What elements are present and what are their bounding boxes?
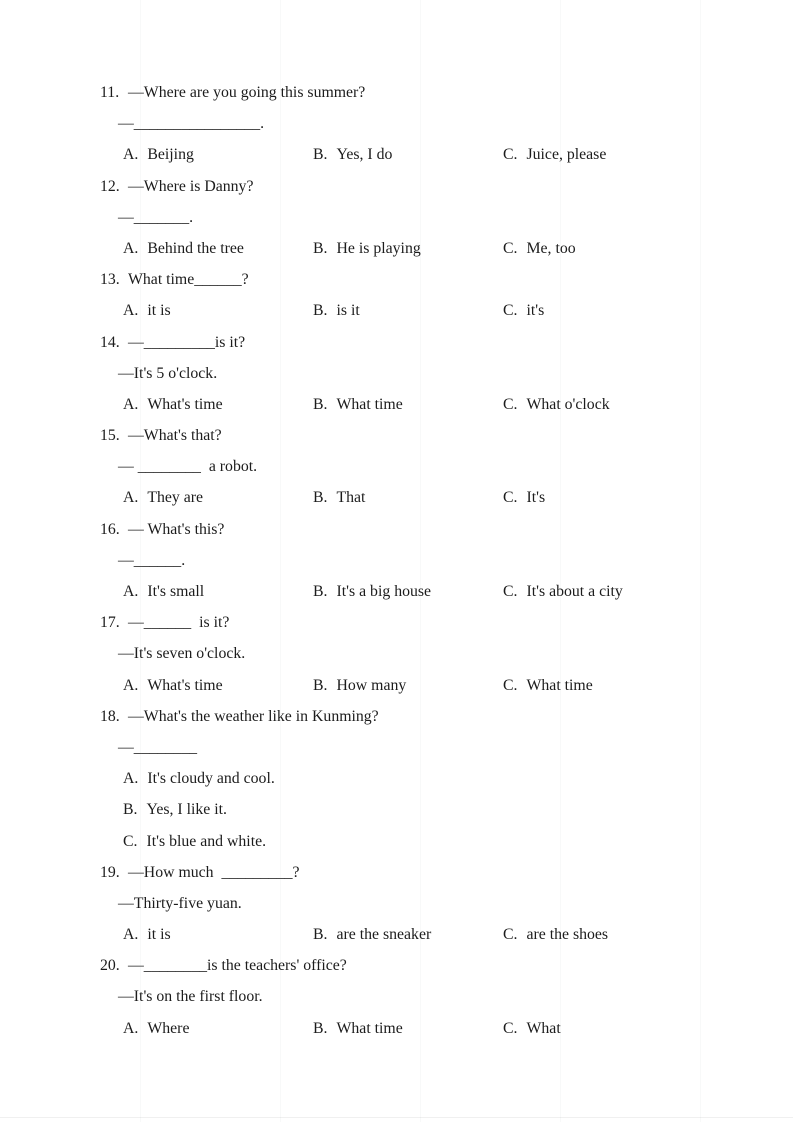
question-number: 12. xyxy=(100,177,120,195)
question-prompt-line xyxy=(0,171,793,202)
option-text: What o'clock xyxy=(526,395,610,413)
question-prompt: —________is the teachers' office? xyxy=(128,957,347,975)
option-text: What time xyxy=(336,1019,403,1037)
answer-blank: —_______. xyxy=(118,208,194,226)
option-item xyxy=(503,576,793,607)
option-item xyxy=(503,389,793,420)
option-text: That xyxy=(336,489,366,507)
option-label: B. xyxy=(313,302,328,320)
option-item xyxy=(503,295,793,326)
answer-blank: —It's seven o'clock. xyxy=(118,645,246,663)
question-item xyxy=(0,514,793,608)
answer-blank: —________________. xyxy=(118,115,265,133)
option-text: Juice, please xyxy=(526,146,607,164)
option-text: is it xyxy=(336,302,360,320)
option-text: What time xyxy=(336,395,403,413)
question-prompt: —Where is Danny? xyxy=(128,177,254,195)
option-item xyxy=(123,295,313,326)
question-item xyxy=(0,327,793,421)
question-prompt-line xyxy=(0,264,793,295)
option-item xyxy=(503,482,793,513)
option-label: A. xyxy=(123,239,139,257)
option-label: B. xyxy=(313,583,328,600)
answer-reply-line xyxy=(0,888,793,919)
option-label: A. xyxy=(123,583,139,600)
question-prompt: What time______? xyxy=(128,271,249,289)
option-text: Behind the tree xyxy=(147,239,244,257)
option-text: Beijing xyxy=(147,146,194,164)
question-number: 19. xyxy=(100,863,120,881)
option-item xyxy=(123,482,313,513)
option-label: A. xyxy=(123,146,139,164)
options-row xyxy=(0,233,793,264)
option-text: it is xyxy=(147,926,171,944)
option-label: A. xyxy=(123,395,139,413)
option-item xyxy=(123,233,313,264)
option-text: are the shoes xyxy=(526,926,609,944)
option-item xyxy=(0,763,793,794)
option-item xyxy=(123,389,313,420)
question-prompt-line xyxy=(0,607,793,638)
answer-reply-line xyxy=(0,108,793,139)
question-item xyxy=(0,420,793,514)
question-number: 17. xyxy=(100,614,120,632)
question-prompt: —_________is it? xyxy=(128,333,246,351)
option-item xyxy=(313,1013,503,1044)
options-row xyxy=(0,139,793,170)
option-label: C. xyxy=(503,583,518,600)
option-text: They are xyxy=(147,489,204,507)
question-item xyxy=(0,264,793,326)
option-label: C. xyxy=(503,489,518,507)
option-item xyxy=(313,389,503,420)
option-item xyxy=(313,482,503,513)
option-text: Where xyxy=(147,1019,190,1037)
options-row xyxy=(0,670,793,701)
option-text: What time xyxy=(526,676,593,694)
option-item xyxy=(313,295,503,326)
answer-blank: — ________ a robot. xyxy=(118,458,258,476)
question-prompt: —What's the weather like in Kunming? xyxy=(128,707,379,725)
answer-blank: —Thirty-five yuan. xyxy=(118,894,242,912)
page-edge-line xyxy=(0,1117,793,1118)
option-label: C. xyxy=(503,1019,518,1037)
question-prompt-line xyxy=(0,420,793,451)
option-item xyxy=(313,919,503,950)
option-item xyxy=(0,826,793,857)
options-row xyxy=(0,1013,793,1044)
question-item xyxy=(0,77,793,171)
option-label: B. xyxy=(313,926,328,944)
option-item xyxy=(123,1013,313,1044)
option-text: It's a big house xyxy=(336,583,432,600)
option-label: B. xyxy=(313,239,328,257)
answer-blank: —______. xyxy=(118,551,186,569)
option-label: B. xyxy=(313,489,328,507)
option-label: C. xyxy=(503,146,518,164)
answer-reply-line xyxy=(0,638,793,669)
question-prompt: —______ is it? xyxy=(128,614,230,632)
question-number: 13. xyxy=(100,271,120,289)
question-prompt-line xyxy=(0,327,793,358)
question-prompt-line xyxy=(0,857,793,888)
option-label: C. xyxy=(503,239,518,257)
option-text: What xyxy=(526,1019,561,1037)
option-text: What's time xyxy=(147,395,223,413)
options-row xyxy=(0,576,793,607)
option-item xyxy=(313,670,503,701)
option-label: A. xyxy=(123,1019,139,1037)
question-number: 20. xyxy=(100,957,120,975)
option-label: A. xyxy=(123,770,139,788)
option-label: B. xyxy=(313,146,328,164)
option-label: B. xyxy=(123,801,138,819)
answer-reply-line xyxy=(0,202,793,233)
option-label: A. xyxy=(123,926,139,944)
option-item xyxy=(0,794,793,825)
option-item xyxy=(503,139,793,170)
option-item xyxy=(123,576,313,607)
question-prompt: —Where are you going this summer? xyxy=(128,84,366,101)
option-text: It's small xyxy=(147,583,205,600)
options-row xyxy=(0,295,793,326)
option-label: A. xyxy=(123,676,139,694)
option-item xyxy=(313,233,503,264)
answer-reply-line xyxy=(0,451,793,482)
question-item xyxy=(0,607,793,701)
option-label: C. xyxy=(503,395,518,413)
answer-reply-line xyxy=(0,545,793,576)
option-label: A. xyxy=(123,302,139,320)
question-number: 16. xyxy=(100,520,120,538)
options-row xyxy=(0,482,793,513)
option-text: It's xyxy=(526,489,546,507)
question-prompt: — What's this? xyxy=(128,520,225,538)
question-number: 18. xyxy=(100,707,120,725)
option-item xyxy=(123,919,313,950)
option-text: Yes, I do xyxy=(336,146,393,164)
option-text: are the sneaker xyxy=(336,926,432,944)
answer-blank: —It's on the first floor. xyxy=(118,988,263,1006)
question-item xyxy=(0,857,793,951)
question-prompt: —What's that? xyxy=(128,427,222,445)
option-label: B. xyxy=(313,1019,328,1037)
answer-reply-line xyxy=(0,358,793,389)
question-prompt: —How much _________? xyxy=(128,863,300,881)
answer-blank: —________ xyxy=(118,738,197,756)
question-prompt-line xyxy=(0,514,793,545)
option-text: It's blue and white. xyxy=(146,832,267,850)
question-item xyxy=(0,950,793,1044)
option-text: What's time xyxy=(147,676,223,694)
question-number: 15. xyxy=(100,427,120,445)
question-prompt-line xyxy=(0,77,793,108)
answer-reply-line xyxy=(0,732,793,763)
option-text: It's cloudy and cool. xyxy=(147,770,275,788)
option-label: B. xyxy=(313,676,328,694)
question-item xyxy=(0,171,793,265)
options-row xyxy=(0,919,793,950)
question-prompt-line xyxy=(0,701,793,732)
option-item xyxy=(503,233,793,264)
question-item xyxy=(0,701,793,857)
question-number: 14. xyxy=(100,333,120,351)
option-item xyxy=(503,1013,793,1044)
option-item xyxy=(503,919,793,950)
option-item xyxy=(313,576,503,607)
exam-body xyxy=(0,77,793,1044)
option-item xyxy=(123,670,313,701)
option-text: It's about a city xyxy=(526,583,623,600)
option-text: How many xyxy=(336,676,407,694)
option-label: B. xyxy=(313,395,328,413)
option-text: Me, too xyxy=(526,239,576,257)
option-label: C. xyxy=(123,832,138,850)
option-label: C. xyxy=(503,676,518,694)
option-text: Yes, I like it. xyxy=(146,801,227,819)
question-number: 11. xyxy=(100,84,120,101)
option-label: A. xyxy=(123,489,139,507)
option-label: C. xyxy=(503,302,518,320)
option-item xyxy=(313,139,503,170)
question-prompt-line xyxy=(0,950,793,981)
option-text: it's xyxy=(526,302,545,320)
options-row xyxy=(0,389,793,420)
option-text: it is xyxy=(147,302,171,320)
option-text: He is playing xyxy=(336,239,421,257)
option-label: C. xyxy=(503,926,518,944)
option-item xyxy=(503,670,793,701)
option-item xyxy=(123,139,313,170)
answer-reply-line xyxy=(0,981,793,1012)
answer-blank: —It's 5 o'clock. xyxy=(118,364,218,382)
